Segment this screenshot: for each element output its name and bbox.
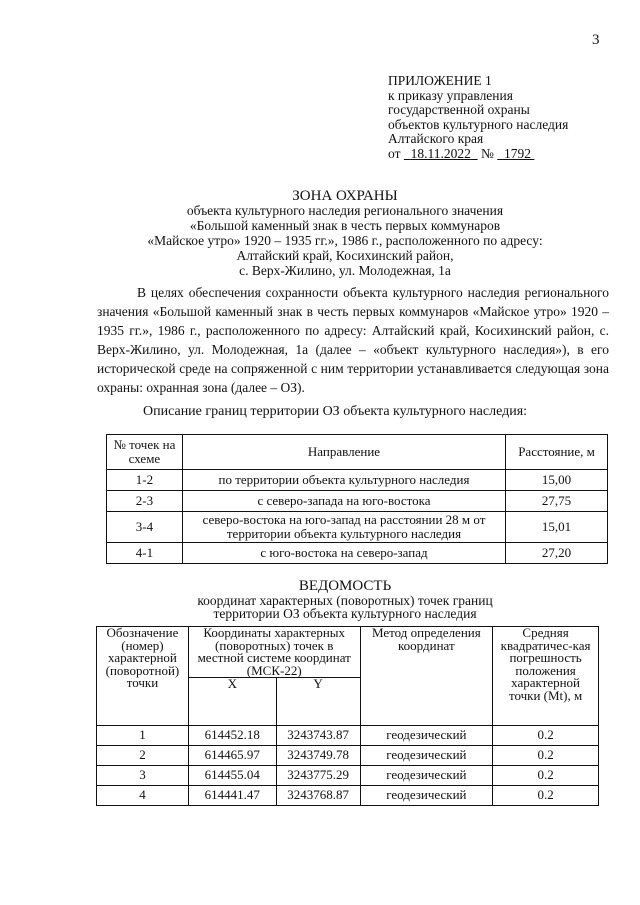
- table-row: 1-2 по территории объекта культурного наследия 15,00: [107, 470, 608, 491]
- zone-subtitle: объекта культурного наследия регионального значения «Большой каменный знак в честь первых коммунаров «Майское утро» 1920 – 1935 гг.», 1986 г., расположенного по адресу: Алтайский край, Косихинский район, с. Верх-Жилино, ул. Молодежная, 1а: [147, 203, 543, 278]
- table-row: 3-4 северо-востока на юго-запад на расстоянии 28 м от территории объекта культурного наследия 15,01: [107, 512, 608, 543]
- body-paragraph: В целях обеспечения сохранности объекта культурного наследия регионального значения «Большой каменный знак в честь первых коммунаров «Майское утро» 1920 – 1935 гг.», 1986 г., расположенного по адресу: Алтайский край, Косихинский район, с. Верх-Жилино, ул. Молодежная, 1а (далее – «объект культурного наследия»), в его исторической среде на сопряженной с ним территории устанавливается следующая зона охраны: охранная зона (далее – ОЗ).: [97, 285, 609, 395]
- appendix-date-line: [388, 147, 568, 162]
- date-prefix: от: [388, 145, 401, 161]
- table-row: 2 614465.97 3243749.78 геодезический 0.2: [97, 746, 599, 766]
- statement-subtitle: координат характерных (поворотных) точек границ территории ОЗ объекта культурного наследия: [197, 593, 493, 621]
- header-coordinates: Координаты характерных (поворотных) точек в местной системе координат (МСК-22): [188, 627, 360, 678]
- order-number: 1792: [504, 145, 531, 161]
- boundary-table: [106, 434, 608, 564]
- table-row: 1 614452.18 3243743.87 геодезический 0.2: [97, 726, 599, 746]
- table-row: 2-3 с северо-запада на юго-востока 27,75: [107, 491, 608, 512]
- header-x: X: [188, 678, 276, 726]
- coordinates-table: [96, 626, 599, 806]
- header-designation: Обозначение (номер) характерной (поворотной) точки: [97, 627, 189, 726]
- header-points: № точек на схеме: [107, 435, 183, 470]
- header-distance: Расстояние, м: [506, 435, 608, 470]
- appendix-line: Алтайского края: [388, 131, 484, 146]
- header-y: Y: [276, 678, 360, 726]
- appendix-line: государственной охраны: [388, 102, 530, 117]
- header-direction: Направление: [182, 435, 505, 470]
- appendix-title: ПРИЛОЖЕНИЕ 1: [388, 73, 492, 88]
- appendix-line: к приказу управления: [388, 87, 513, 103]
- zone-title: ЗОНА ОХРАНЫ: [292, 188, 398, 204]
- table-row: 3 614455.04 3243775.29 геодезический 0.2: [97, 766, 599, 786]
- order-date: 18.11.2022: [410, 145, 471, 161]
- header-error: Средняя квадратичес-кая погрешность положения характерной точки (Mt), м: [493, 627, 599, 726]
- table-row: 4 614441.47 3243768.87 геодезический 0.2: [97, 786, 599, 806]
- appendix-block: [388, 74, 568, 161]
- statement-title: ВЕДОМОСТЬ: [298, 578, 392, 594]
- page-number: 3: [592, 32, 600, 48]
- table-row: 4-1 с юго-востока на северо-запад 27,20: [107, 543, 608, 564]
- appendix-line: объектов культурного наследия: [388, 116, 569, 132]
- header-method: Метод определения координат: [360, 627, 493, 726]
- number-prefix: №: [480, 145, 494, 161]
- boundary-description: Описание границ территории ОЗ объекта культурного наследия:: [143, 404, 528, 419]
